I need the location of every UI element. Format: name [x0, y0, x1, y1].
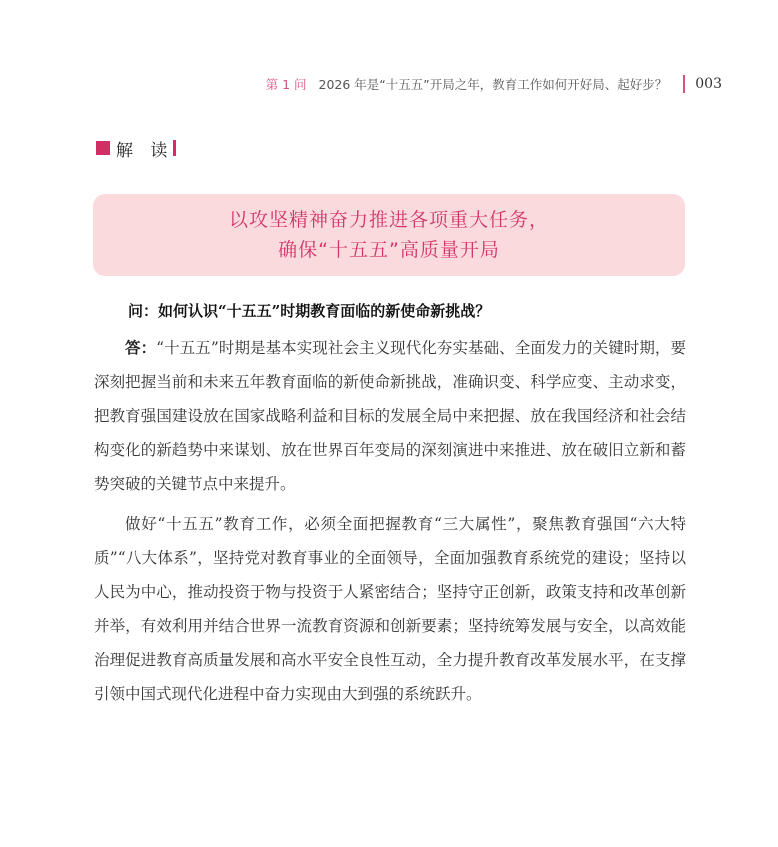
section-bar-marker	[173, 140, 176, 156]
answer-paragraph-2: 做好“十五五”教育工作，必须全面把握教育“三大属性”，聚焦教育强国“六大特质”“八大体系”，坚持党对教育事业的全面领导，全面加强教育系统党的建设；坚持以人民为中心，推动投资于物与投资于人紧密结合；坚持守正创新，政策支持和改革创新并举，有效利用并结合世界一流教育资源和创新要素；坚持统筹发展与安全，以高效能治理促进教育高质量发展和高水平安全良性互动，全力提升教育改革发展水平，在支撑引领中国式现代化进程中奋力实现由大到强的系统跃升。	[94, 515, 686, 703]
answer-lead: 答：	[125, 338, 157, 357]
section-heading-text: 解 读	[116, 140, 174, 161]
answer-paragraph-1	[94, 331, 686, 501]
banner-title-line-2: 确保“十五五”高质量开局	[278, 239, 500, 261]
banner-title-line-1: 以攻坚精神奋力推进各项重大任务，	[228, 209, 549, 231]
question-text: 问：如何认识“十五五”时期教育面临的新使命新挑战？	[128, 302, 491, 320]
running-header	[266, 74, 722, 94]
running-header-title: 2026 年是“十五五”开局之年，教育工作如何开好局、起好步？	[318, 77, 668, 92]
title-banner	[93, 194, 685, 276]
section-square-marker	[96, 141, 110, 155]
header-divider	[683, 75, 685, 93]
chapter-label: 第 1 问	[265, 77, 307, 92]
answer-paragraph-1-text: “十五五”时期是基本实现社会主义现代化夯实基础、全面发力的关键时期，要深刻把握当前和未来五年教育面临的新使命新挑战，准确识变、科学应变、主动求变，把教育强国建设放在国家战略利益和目标的发展全局中来把握、放在我国经济和社会结构变化的新趋势中来谋划、放在世界百年变局的深刻演进中来推进、放在破旧立新和蓄势突破的关键节点中来提升。	[94, 339, 686, 493]
section-heading	[96, 138, 176, 161]
page-number: 003	[695, 76, 722, 92]
